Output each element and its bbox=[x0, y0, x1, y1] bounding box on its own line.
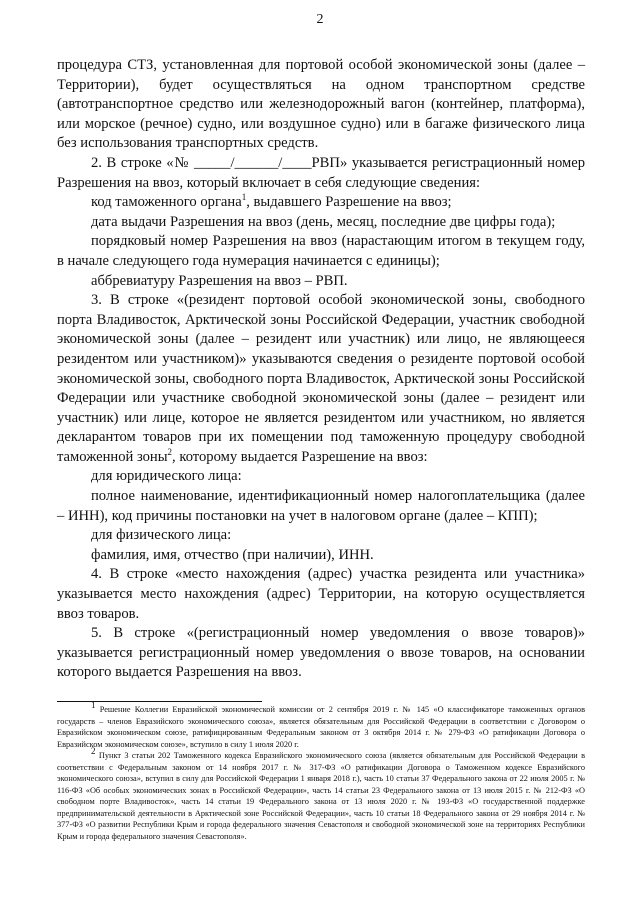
list-item-individual: для физического лица: bbox=[91, 527, 232, 544]
list-item-issue-date: дата выдачи Разрешения на ввоз (день, месяц, последние две цифры года); bbox=[91, 213, 556, 230]
item-3-text-end: , которому выдается Разрешение на ввоз: bbox=[172, 448, 428, 465]
list-item-individual-details: фамилия, имя, отчество (при наличии), ИНН. bbox=[91, 546, 374, 563]
document-body bbox=[57, 56, 585, 683]
paragraph-item-5: 5. В строке «(регистрационный номер уведомления о ввозе товаров)» указывается регистрационный номер уведомления о ввозе товаров, на основании которого выдается Разрешения на ввоз. bbox=[57, 625, 585, 681]
paragraph-item-3 bbox=[57, 291, 585, 467]
footnote-mark-2: 2 bbox=[91, 746, 96, 757]
footnote-divider bbox=[57, 701, 262, 702]
footnote-2 bbox=[57, 746, 586, 842]
paragraph-item-2: 2. В строке «№ _____/______/____РВП» указывается регистрационный номер Разрешения на ввоз, который включает в себя следующие сведения: bbox=[57, 154, 585, 191]
footnote-1 bbox=[57, 700, 585, 750]
list-item-legal-entity: для юридического лица: bbox=[91, 468, 242, 485]
customs-code-text: код таможенного органа bbox=[91, 194, 242, 211]
item-3-text: 3. В строке «(резидент портовой особой экономической зоны, свободного порта Владивосток, Арктической зоны Российской Федерации, участник свободной экономической зоны (далее – резидент или участник) или лицо, не являющееся резидентом или участником)» указываются сведения о резиденте портовой особой экономической зоны, свободного порта Владивосток, Арктической зоны Российской Федерации или участнике свободной экономической зоны (далее – резидент или участник) или лице, которое не является резидентом или участником, но является декларантом товаров при их помещении под таможенную процедуру свободной таможенной зоны bbox=[57, 292, 585, 465]
footnote-ref-2: 2 bbox=[167, 447, 173, 458]
footnote-2-text: Пункт 3 статьи 202 Таможенного кодекса Евразийского экономического союза (является обязательным для Российской Федерации в соответствии с Федеральным законом от 14 ноября 2017 г. № 317-ФЗ «О ратификации Договора о Таможенном кодексе Евразийского экономического союза», вступил в силу для Российской Федерации 1 января 2018 г.), часть 10 статьи 37 Федерального закона от 22 июля 2005 г. № 116-ФЗ «Об особых экономических зонах в Российской Федерации», часть 14 статьи 23 Федерального закона от 13 июля 2015 г. № 212-ФЗ «О свободном порте Владивосток», часть 14 статьи 19 Федерального закона от 13 июля 2020 г. № 193-ФЗ «О государственной поддержке предпринимательской деятельности в Арктической зоне Российской Федерации», часть 10 статьи 18 Федерального закона от 29 ноября 2014 г. № 377-ФЗ «О развитии Республики Крым и города федерального значения Севастополя и свободной экономической зоне на территориях Республики Крым и города федерального значения Севастополя». bbox=[57, 751, 586, 841]
customs-code-text-end: , выдавшего Разрешение на ввоз; bbox=[246, 194, 452, 211]
list-item-legal-entity-details: полное наименование, идентификационный номер налогоплательщика (далее – ИНН), код причины постановки на учет в налоговом органе (далее – КПП); bbox=[57, 488, 585, 524]
paragraph-continuation: процедура СТЗ, установленная для портовой особой экономической зоны (далее – Территории), будет осуществляться на одном транспортном средстве (автотранспортное средство или железнодорожный вагон (контейнер, платформа), или морское (речное) судно, или воздушное судно) или в багаже физического лица без использования транспортных средств. bbox=[57, 57, 585, 152]
footnote-mark-1: 1 bbox=[91, 700, 96, 711]
list-item-serial-number: порядковый номер Разрешения на ввоз (нарастающим итогом в текущем году, в начале следующего года нумерация начинается с единицы); bbox=[57, 233, 585, 269]
list-item-abbreviation: аббревиатуру Разрешения на ввоз – РВП. bbox=[91, 272, 348, 289]
footnote-ref-1: 1 bbox=[241, 192, 247, 203]
page-number: 2 bbox=[316, 12, 324, 27]
paragraph-item-4: 4. В строке «место нахождения (адрес) участка резидента или участника» указывается место нахождения (адрес) Территории, на которую осуществляется ввоз товаров. bbox=[57, 566, 585, 622]
list-item-customs-code bbox=[57, 193, 585, 213]
footnotes-section bbox=[57, 701, 585, 842]
footnote-1-text: Решение Коллегии Евразийской экономической комиссии от 2 сентября 2019 г. № 145 «О классификаторе таможенных органов государств – членов Евразийского экономического союза», является обязательным для Российской Федерации в соответствии с Договором о Евразийском экономическом союзе, ратифицированным Федеральным законом от 3 октября 2014 г. № 279-ФЗ «О ратификации Договора о Евразийском экономическом союзе», вступило в силу 1 июля 2020 г. bbox=[57, 705, 585, 749]
